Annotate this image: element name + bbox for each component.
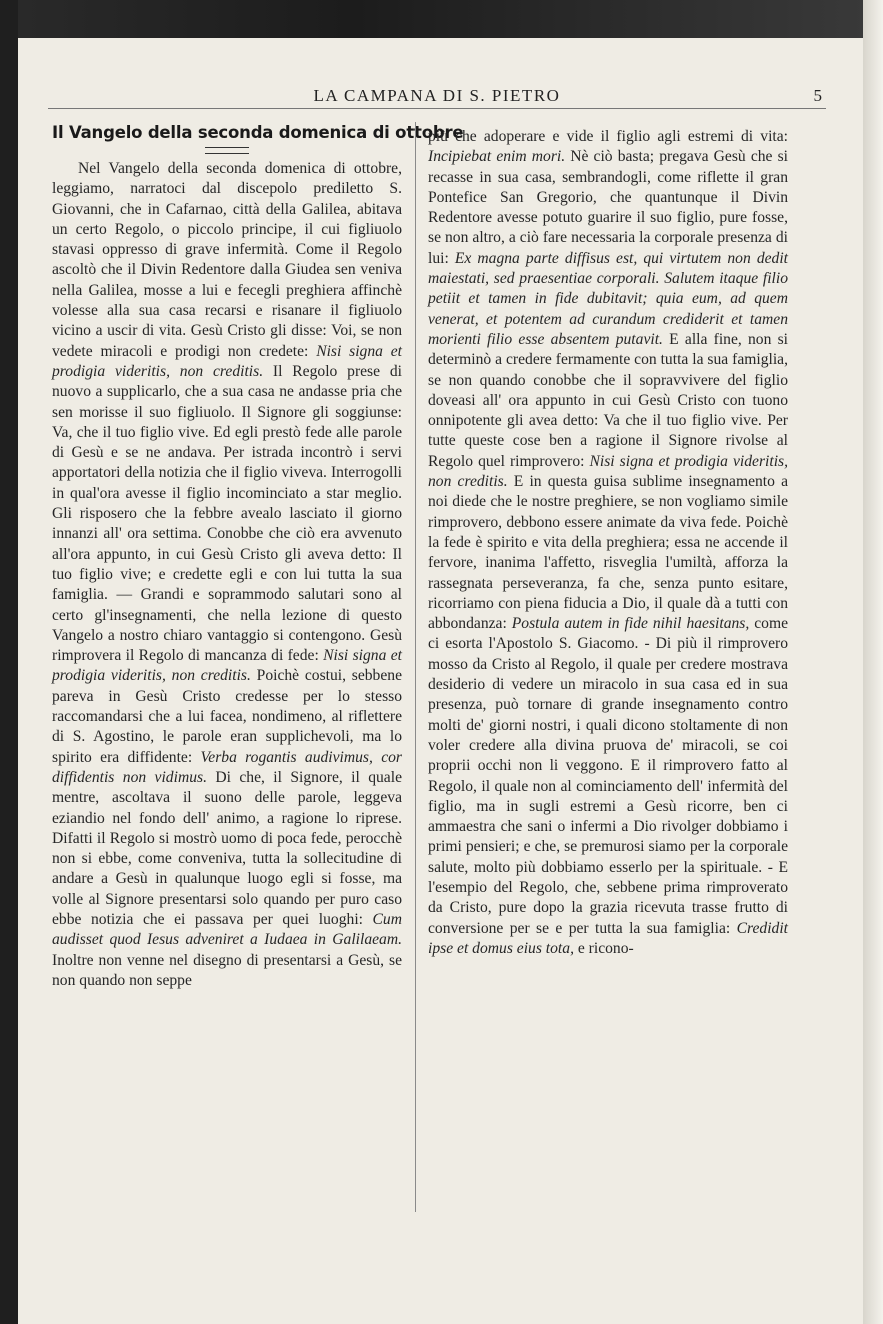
latin-quote: Nisi signa et prodigia videritis, non creditis. [52,342,402,380]
article-title: Il Vangelo della seconda domenica di ottobre [52,123,464,142]
text-run: Di che, il Signore, il quale mentre, ascoltava il suono delle parole, leggeva eziandio nel fondo dell' animo, a ragione lo riprese. Difatti il Regolo si mostrò uomo di poca fede, perocchè non si ebbe, come conveniva, tutta la sollecitudine di andare a Gesù in qualunque luogo egli si fosse, ma volle al Signore presentarsi solo quando per puro caso ebbe notizia che ei passava per quei luoghi: [52,768,402,928]
running-title: LA CAMPANA DI S. PIETRO [313,86,561,105]
latin-quote: Verba rogantis audivimus, cor diffidentis non vidimus. [52,748,402,786]
left-column-text [52,159,402,991]
scan-dark-border-top [0,0,883,38]
text-run: Inoltre non venne nel disegno di presentarsi a Gesù, se non quando non seppe [52,951,402,989]
text-run: più che adoperare e vide il figlio agli estremi di vita: [428,128,788,145]
text-run: e ricono- [573,939,634,957]
latin-quote: Nisi signa et prodigia videritis, non creditis. [52,647,402,685]
latin-quote: Cum audisset quod Iesus adveniret a Iudaea in Galilaeam. [52,910,402,949]
right-column [428,127,788,959]
text-run: Nè ciò basta; pregava Gesù che si recasse in sua casa, sembrandogli, come riflette il gran Pontefice San Gregorio, che quantunque il Divin Redentore avesse potuto guarire il suo figlio, pure fosse, se non altro, a ciò fare necessaria la corporale presenza di lui: [428,148,788,267]
scan-dark-border-left [0,0,18,1324]
column-divider [415,122,416,1212]
text-run: come ci esorta l'Apostolo S. Giacomo. - Di più il rimprovero mosso da Cristo al Regolo, il quale per credere mostrava desiderio di vedere un miracolo in sua casa ed in sua presenza, può tornare di grande insegnamento contro molti de' giorni nostri, i quali dicono stoltamente di non voler credere alla divina pruova de' miracoli, se coi proprii occhi non li veggono. E il rimprovero fatto al Regolo, il quale non al cominciamento dell' infermità del figlio, ma in sugli estremi a Gesù ricorre, ben ci ammaestra che sani o infermi a Dio rivolger dobbiamo i primi pensieri; e che, se premurosi siamo per la corporale salute, molto più dobbiamo esserlo per la spirituale. - E l'esempio del Regolo, che, sebbene prima rimproverato da Cristo, pure dopo la grazia ricevuta trasse frutto di conversione per se e per tutta la sua famiglia: [428,615,788,937]
text-run: Nel Vangelo della seconda domenica di ottobre, leggiamo, narratoci dal discepolo prediletto S. Giovanni, che in Cafarnao, città della Galilea, abitava un certo Regolo, o piccolo principe, il cui figliuolo stavasi oppresso di grave infermità. Come il Regolo ascoltò che il Divin Redentore dalla Giudea sen veniva nella Galilea, mosse a lui e fecegli preghiera affinchè volesse alla sua casa recarsi e risanare il figliuolo vicino a uscir di vita. Gesù Cristo gli disse: Voi, se non vedete miracoli e prodigi non credete: [52,160,402,360]
text-run: E in questa guisa sublime insegnamento a noi diede che le nostre preghiere, se non vogliamo simile rimprovero, debbono essere animate da viva fede. Poichè la fede è spirito e vita della preghiera; essa ne accende il fervore, inanima l'affetto, risveglia l'umiltà, afforza la rassegnata perseveranza, fa che, senza punto esitare, ricorriamo con piena fiducia a Dio, il quale dà a tutti con abbondanza: [428,473,788,633]
scan-page-edge-right [863,0,883,1324]
text-run: E alla fine, non si determinò a credere fermamente con tutta la sua famiglia, se non quando conobbe che il sopravvivere del figlio doveasi all' ora appunto in cui Gesù Cristo con tuono onnipotente gli avea detto: Va che il tuo figlio vive. Per tutte queste cose ben a ragione il Signore rivolse al Regolo quel rimprovero: [428,330,788,470]
latin-quote: Postula autem in fide nihil haesitans, [511,615,750,633]
page-number: 5 [813,86,822,105]
latin-quote: Ex magna parte diffisus est, qui virtutem non dedit maiestati, sed praesentiae corporali. Salutem itaque filio petiit et tamen in fide dubitavit; quia eum, ad quem venerat, et potentem ad curandum crediderit et tamen morienti filio esse absentem putavit. [428,249,788,348]
latin-quote: Nisi signa et prodigia videritis, non creditis. [428,452,788,491]
latin-quote: Incipiebat enim mori. [428,148,566,166]
right-column-text [428,127,788,959]
header-rule [48,108,826,109]
text-run: Il Regolo prese di nuovo a supplicarlo, che a sua casa ne andasse pria che sen morisse il suo figliuolo. Il Signore gli soggiunse: Va, che il tuo figlio vive. Ed egli prestò fede alle parole di Gesù e se ne andava. Per istrada incontrò i servi apportatori della notizia che il figlio viveva. Interrogolli in qual'ora avesse il figlio incominciato a star meglio. Gli risposero che la febbre avealo lasciato il giorno innanzi all' ora settima. Conobbe che ciò era avvenuto all'ora appunto, in cui Gesù Cristo gli aveva detto: Il tuo figlio vive; e credette egli e con lui tutta la sua famiglia. — Grandi e soprammodo salutari sono al certo gl'insegnamenti, che nella lezione di questo Vangelo a nostro chiaro vantaggio si contengono. Gesù rimprovera il Regolo di mancanza di fede: [52,362,403,665]
left-column [52,122,464,991]
text-run: Poichè costui, sebbene pareva in Gesù Cristo credesse per lo stesso raccomandarsi che a lui facea, nondimeno, al riflettere di S. Agostino, le parole eran supplichevoli, ma lo spirito era diffidente: [52,667,402,766]
running-head [52,86,822,110]
latin-quote: Credidit ipse et domus eius tota, [428,919,788,957]
title-double-rule [205,147,249,154]
